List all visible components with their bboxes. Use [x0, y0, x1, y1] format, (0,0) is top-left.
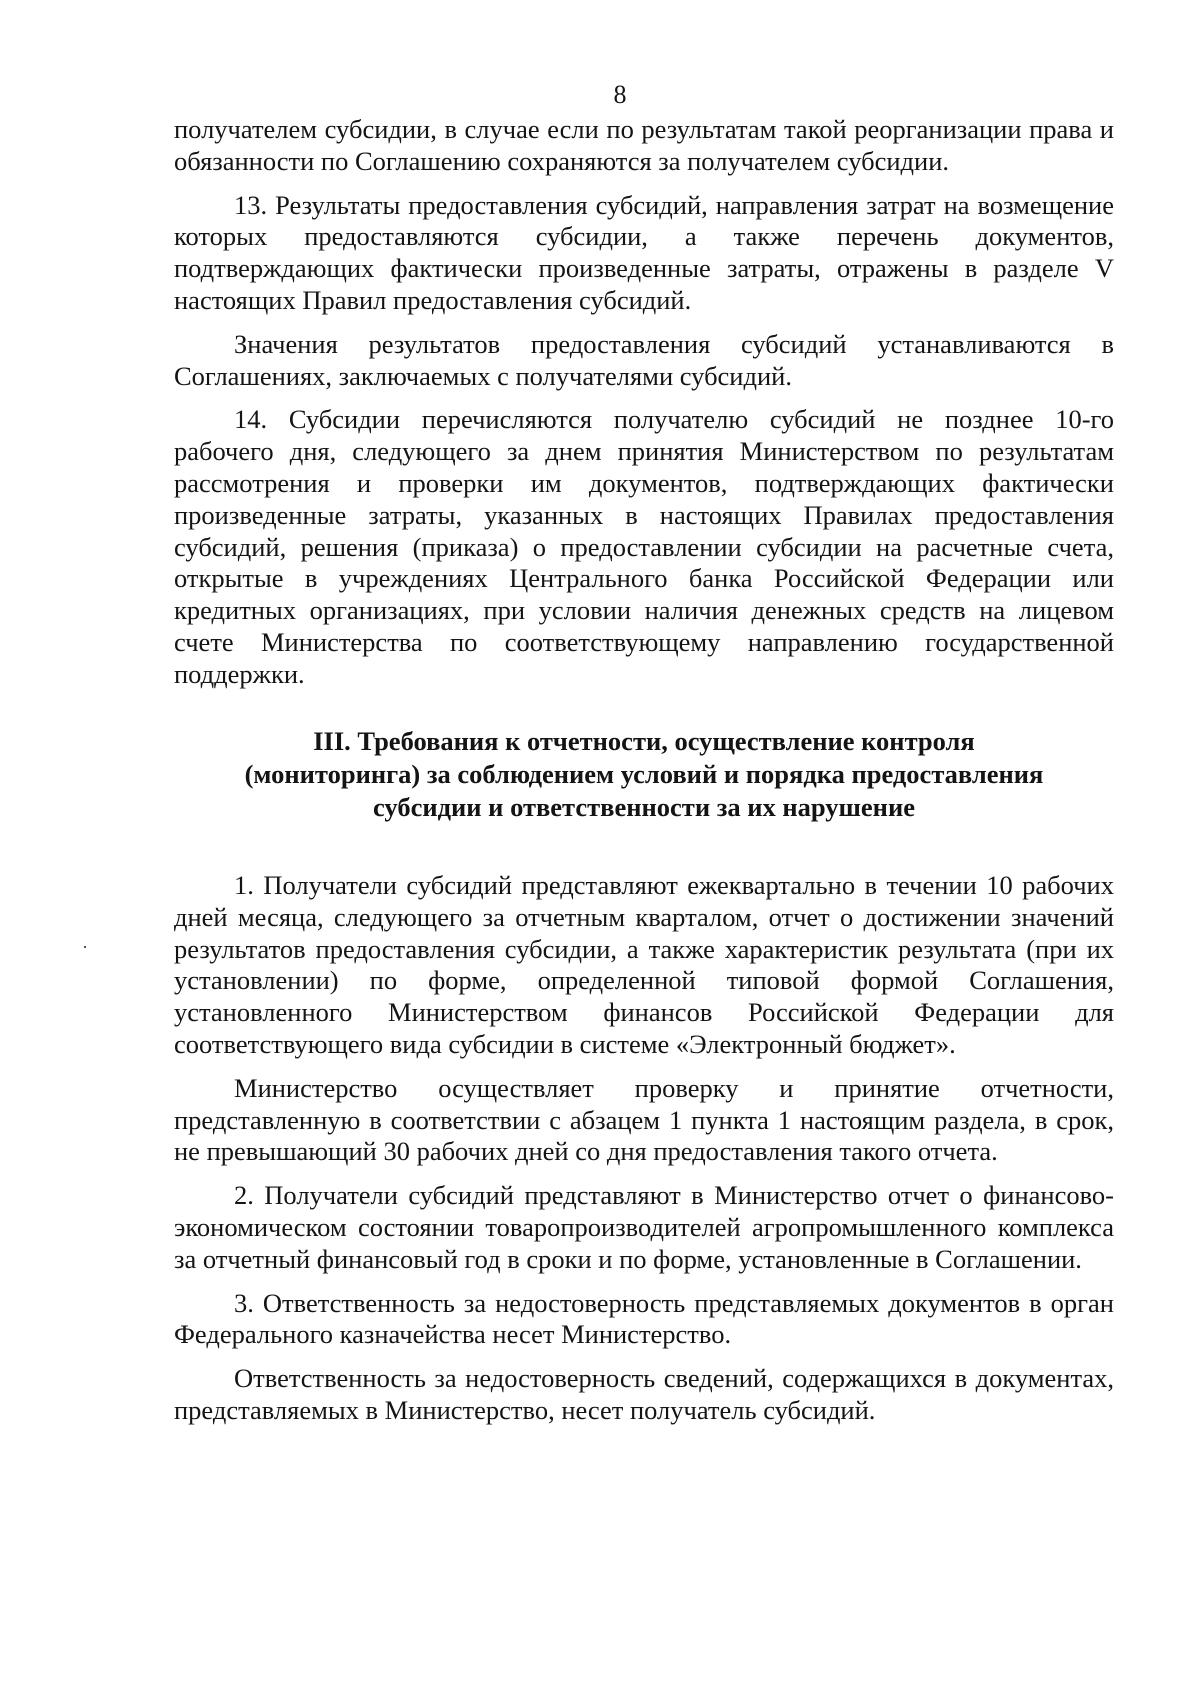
- paragraph-1: 1. Получатели субсидий представляют ежеквартально в течении 10 рабочих дней месяца, следующего за отчетным кварталом, отчет о достижении значений результатов предоставления субсидии, а также характеристик результата (при их установлении) по форме, определенной типовой формой Соглашения, установленного Министерством финансов Российской Федерации для соответствующего вида субсидии в системе «Электронный бюджет».: [174, 870, 1114, 1059]
- section-heading-line: III. Требования к отчетности, осуществление контроля: [313, 726, 975, 756]
- section-text: [174, 870, 1114, 1427]
- scan-artifact: [84, 946, 86, 948]
- paragraph-ministry-check: Министерство осуществляет проверку и принятие отчетности, представленную в соответствии с абзацем 1 пункта 1 настоящим раздела, в срок, не превышающий 30 рабочих дней со дня предоставления такого отчета.: [174, 1072, 1114, 1167]
- section-heading-line: субсидии и ответственности за их нарушение: [373, 792, 915, 822]
- paragraph-3: 3. Ответственность за недостоверность представляемых документов в орган Федерального казначейства несет Министерство.: [174, 1287, 1114, 1350]
- page-number: 8: [613, 80, 627, 109]
- paragraph-responsibility: Ответственность за недостоверность сведений, содержащихся в документах, представляемых в Министерство, несет получатель субсидий.: [174, 1363, 1114, 1425]
- paragraph-2: 2. Получатели субсидий представляют в Министерство отчет о финансово-экономическом состоянии товаропроизводителей агропромышленного комплекса за отчетный финансовый год в сроки и по форме, установленные в Соглашении.: [174, 1180, 1114, 1274]
- paragraph-14: 14. Субсидии перечисляются получателю субсидий не позднее 10-го рабочего дня, следующего за днем принятия Министерством по результатам рассмотрения и проверки им документов, подтверждающих фактически произведенные затраты, указанных в настоящих Правилах предоставления субсидий, решения (приказа) о предоставлении субсидии на расчетные счета, открытые в учреждениях Центрального банка Российской Федерации или кредитных организациях, при условии наличия денежных средств на лицевом счете Министерства по соответствующему направлению государственной поддержки.: [174, 404, 1114, 689]
- paragraph-13: 13. Результаты предоставления субсидий, направления затрат на возмещение которых предоставляются субсидии, а также перечень документов, подтверждающих фактически произведенные затраты, отражены в разделе V настоящих Правил предоставления субсидий.: [174, 189, 1114, 315]
- section-heading-line: (мониторинга) за соблюдением условий и порядка предоставления: [244, 759, 1044, 789]
- paragraph-continuation: получателем субсидии, в случае если по результатам такой реорганизации права и обязанности по Соглашению сохраняются за получателем субсидии.: [174, 114, 1114, 176]
- paragraph-results-values: Значения результатов предоставления субсидий устанавливаются в Соглашениях, заключаемых с получателями субсидий.: [174, 328, 1114, 391]
- intro-text: [174, 114, 1114, 691]
- section-heading: [174, 725, 1114, 824]
